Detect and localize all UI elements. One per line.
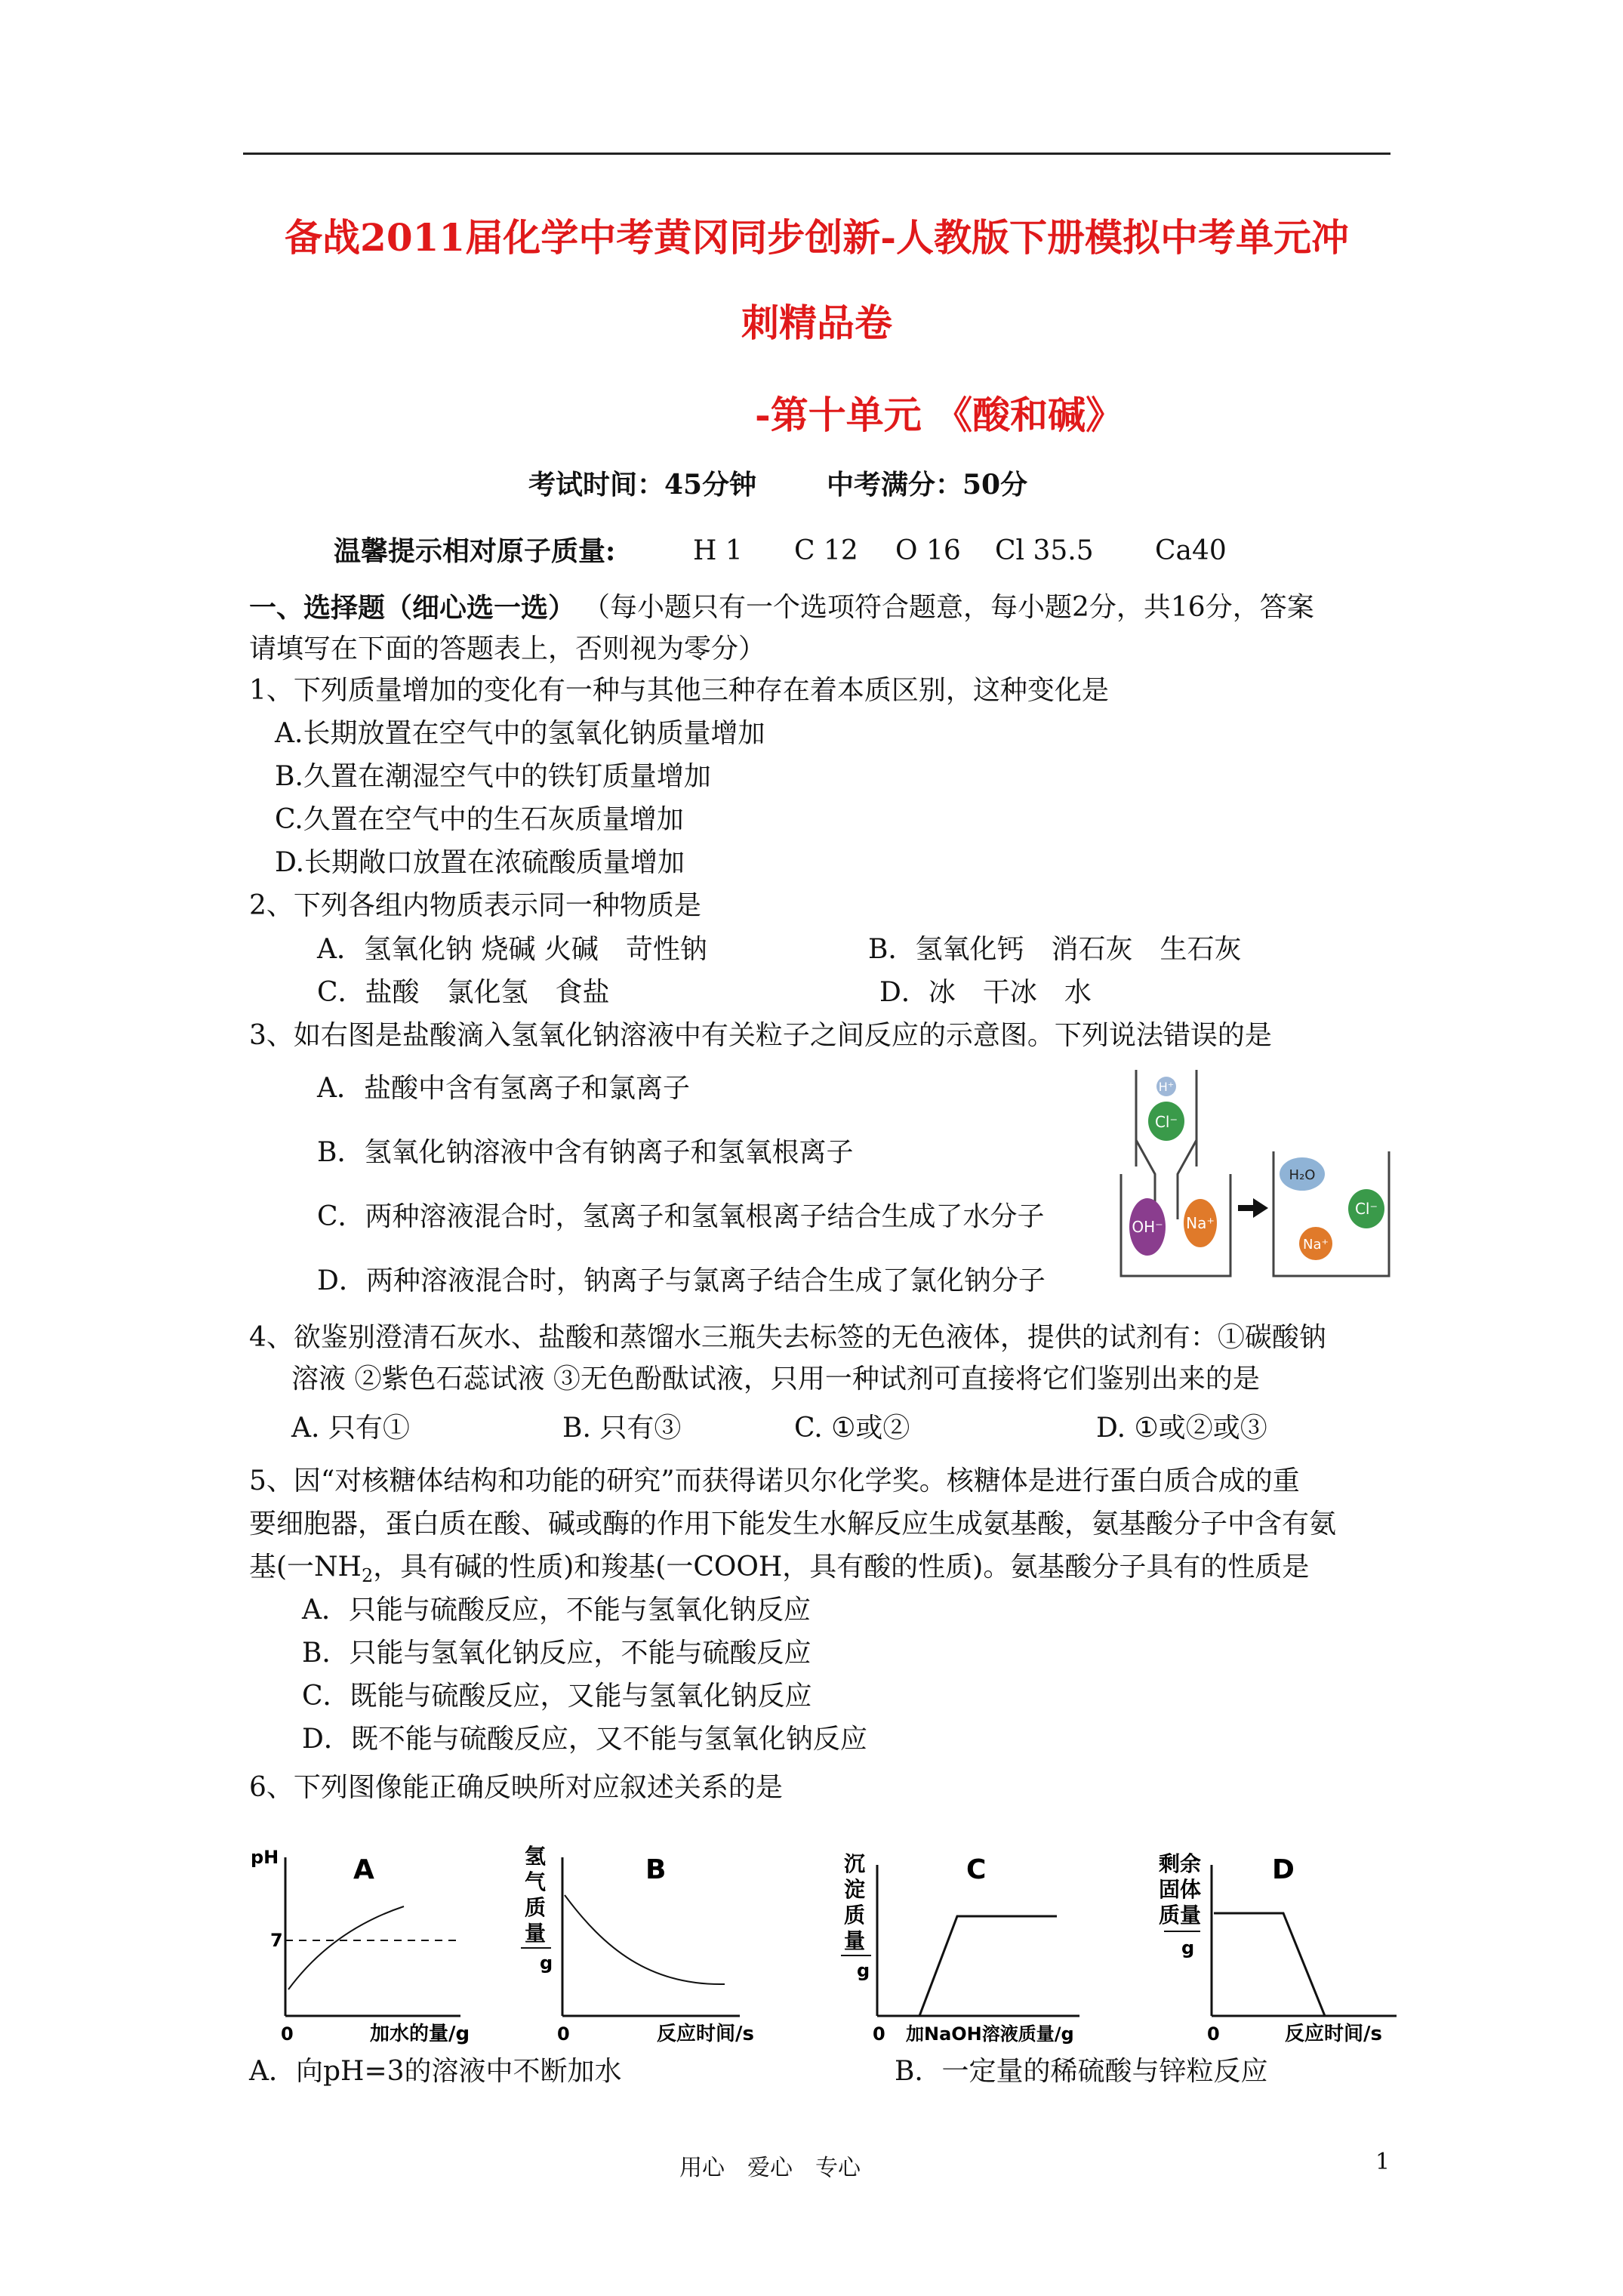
section-instructions-1: （每小题只有一个选项符合题意，每小题2分，共16分，答案 (583, 592, 1314, 623)
graph-d-letter: D (1272, 1854, 1295, 1885)
exam-time: 考试时间：45分钟 (528, 469, 757, 501)
q5-option-b: B．只能与氢氧化钠反应，不能与硫酸反应 (302, 1638, 812, 1669)
graph-c-yunit: g (857, 1960, 870, 1981)
graph-b-letter: B (645, 1854, 667, 1885)
graph-a-xlabel: 加水的量/g (370, 2023, 470, 2045)
cl-ion-dropper-label: Cl⁻ (1154, 1113, 1178, 1131)
page-number: 1 (1375, 2149, 1390, 2175)
section-instructions-2: 请填写在下面的答题表上，否则视为零分） (249, 633, 766, 664)
footer-text: 用心 爱心 专心 (679, 2155, 861, 2181)
graph-c-ylabel-2: 淀 (844, 1877, 866, 1902)
graph-a-curve (288, 1906, 404, 1989)
q3-reaction-figure (1113, 1068, 1393, 1280)
graph-c-origin: 0 (873, 2023, 885, 2045)
graph-c-ylabel-3: 质 (844, 1903, 866, 1928)
mass-o: O 16 (895, 535, 961, 566)
q6-caption-a: A．向pH=3的溶液中不断加水 (249, 2056, 622, 2087)
graph-d-origin: 0 (1207, 2023, 1220, 2045)
graph-c-letter: C (966, 1854, 987, 1885)
q3-option-b: B．氢氧化钠溶液中含有钠离子和氢氧根离子 (317, 1137, 854, 1168)
q4-option-d: D. ①或②或③ (1096, 1413, 1267, 1444)
q2-option-b: B．氢氧化钙 消石灰 生石灰 (868, 934, 1242, 965)
q1-stem: 1、下列质量增加的变化有一种与其他三种存在着本质区别，这种变化是 (249, 675, 1109, 706)
q5-nh-subscript: 2 (361, 1565, 374, 1587)
section-heading: 一、选择题（细心选一选） (249, 592, 576, 624)
oh-ion-label: OH⁻ (1132, 1218, 1163, 1236)
graph-a (251, 1847, 470, 2045)
mass-c: C 12 (794, 535, 858, 566)
graph-d (1159, 1851, 1397, 2045)
graph-a-letter: A (353, 1854, 374, 1885)
q2-option-c: C．盐酸 氯化氢 食盐 (317, 977, 610, 1008)
q2-option-a: A．氢氧化钠 烧碱 火碱 苛性钠 (317, 934, 707, 965)
q2-stem: 2、下列各组内物质表示同一种物质是 (249, 890, 701, 921)
graph-d-line (1214, 1913, 1325, 2016)
q5-line3-rest: ，具有碱的性质)和羧基(一COOH，具有酸的性质)。氨基酸分子具有的性质是 (373, 1552, 1310, 1583)
doc-title-line2: 刺精品卷 (741, 300, 892, 345)
full-score: 中考满分：50分 (827, 469, 1028, 501)
graph-a-ytick: 7 (270, 1930, 283, 1951)
graph-b-yunit: g (540, 1952, 553, 1974)
graph-c-xlabel: 加NaOH溶液质量/g (906, 2023, 1074, 2045)
graph-c-ylabel-4: 量 (844, 1928, 866, 1953)
graph-b-ylabel-4: 量 (525, 1921, 547, 1946)
q6-graphs (242, 1835, 1404, 2046)
q4-option-c: C. ①或② (794, 1413, 910, 1444)
q5-stem-line2: 要细胞器，蛋白质在酸、碱或酶的作用下能发生水解反应生成氨基酸，氨基酸分子中含有氨 (249, 1509, 1337, 1539)
q1-option-c: C.久置在空气中的生石灰质量增加 (275, 804, 684, 835)
q6-stem: 6、下列图像能正确反映所对应叙述关系的是 (249, 1772, 783, 1803)
q1-option-d: D.长期敞口放置在浓硫酸质量增加 (275, 847, 685, 878)
graph-d-xlabel: 反应时间/s (1285, 2023, 1382, 2045)
q2-option-d: D．冰 干冰 水 (879, 977, 1092, 1008)
graph-d-yunit: g (1181, 1937, 1195, 1959)
arrow-icon (1253, 1198, 1268, 1218)
q3-option-d: D．两种溶液混合时，钠离子与氯离子结合生成了氯化钠分子 (317, 1265, 1046, 1296)
graph-b-origin: 0 (557, 2023, 570, 2045)
q5-stem-line1: 5、因“对核糖体结构和功能的研究”而获得诺贝尔化学奖。核糖体是进行蛋白质合成的重 (249, 1465, 1300, 1496)
graph-b-ylabel-2: 气 (525, 1869, 547, 1894)
q4-stem-line1: 4、欲鉴别澄清石灰水、盐酸和蒸馏水三瓶失去标签的无色液体，提供的试剂有：①碳酸钠 (249, 1322, 1326, 1353)
graph-d-ylabel-2: 固体 (1159, 1877, 1202, 1902)
q3-option-c: C．两种溶液混合时，氢离子和氢氧根离子结合生成了水分子 (317, 1201, 1045, 1232)
q5-option-a: A．只能与硫酸反应，不能与氢氧化钠反应 (302, 1595, 811, 1626)
q5-option-c: C．既能与硫酸反应，又能与氢氧化钠反应 (302, 1681, 812, 1712)
cl-ion-product-label: Cl⁻ (1354, 1200, 1378, 1218)
h-ion-label: H⁺ (1158, 1080, 1175, 1094)
q5-option-d: D．既不能与硫酸反应，又不能与氢氧化钠反应 (302, 1724, 867, 1755)
graph-a-origin: 0 (281, 2023, 294, 2045)
na-ion-label: Na⁺ (1186, 1214, 1215, 1232)
q4-stem-line2: 溶液 ②紫色石蕊试液 ③无色酚酞试液，只用一种试剂可直接将它们鉴别出来的是 (291, 1364, 1260, 1395)
mass-h: H 1 (693, 535, 743, 566)
q4-option-b: B. 只有③ (562, 1413, 682, 1444)
graph-b (521, 1844, 754, 2045)
q6-caption-b: B．一定量的稀硫酸与锌粒反应 (895, 2056, 1268, 2087)
graph-a-ylabel: pH (251, 1847, 279, 1868)
graph-c-line (919, 1916, 1057, 2016)
q4-option-a: A. 只有① (291, 1413, 410, 1444)
mass-ca: Ca40 (1155, 535, 1227, 566)
graph-d-ylabel-3: 质量 (1159, 1903, 1202, 1928)
doc-title-line1: 备战2011届化学中考黄冈同步创新-人教版下册模拟中考单元冲 (285, 215, 1349, 260)
mass-cl: Cl 35.5 (995, 535, 1094, 566)
q3-stem: 3、如右图是盐酸滴入氢氧化钠溶液中有关粒子之间反应的示意图。下列说法错误的是 (249, 1020, 1272, 1051)
tip-label: 温馨提示相对原子质量: (334, 535, 616, 567)
q3-option-a: A．盐酸中含有氢离子和氯离子 (317, 1073, 690, 1104)
q1-option-a: A.长期放置在空气中的氢氧化钠质量增加 (275, 718, 765, 749)
na-ion-product-label: Na⁺ (1303, 1237, 1329, 1253)
graph-b-xlabel: 反应时间/s (657, 2023, 754, 2045)
graph-c (841, 1851, 1079, 2045)
graph-c-ylabel-1: 沉 (844, 1851, 866, 1876)
top-rule (243, 153, 1390, 155)
water-label: H₂O (1289, 1167, 1316, 1183)
graph-b-ylabel-1: 氢 (525, 1844, 547, 1869)
q5-stem-line3 (249, 1551, 1309, 1592)
q1-option-b: B.久置在潮湿空气中的铁钉质量增加 (275, 761, 711, 792)
q5-nh-prefix: 基(一NH (249, 1552, 362, 1583)
unit-title: -第十单元 《酸和碱》 (755, 393, 1124, 437)
graph-b-ylabel-3: 质 (525, 1895, 547, 1920)
graph-b-curve (565, 1895, 725, 1984)
graph-d-ylabel-1: 剩余 (1159, 1851, 1202, 1876)
